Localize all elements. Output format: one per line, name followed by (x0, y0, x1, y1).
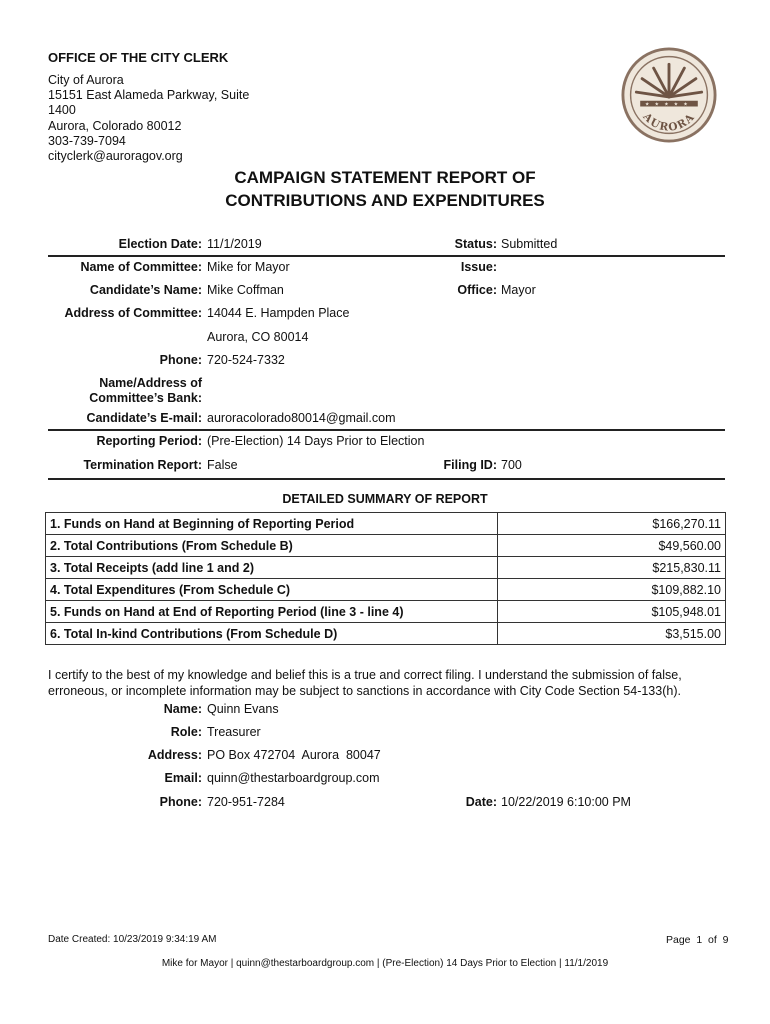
table-row (46, 513, 726, 535)
candidate-name-label: Candidate’s Name: (89, 283, 202, 297)
summary-table (45, 512, 726, 645)
svg-text:★: ★ (654, 102, 659, 108)
table-row (46, 623, 726, 645)
date-created: Date Created: 10/23/2019 9:34:19 AM (48, 934, 217, 945)
signature-date-label: Date: (465, 795, 497, 809)
svg-text:★: ★ (673, 102, 679, 108)
divider (48, 255, 725, 257)
termination-report-label: Termination Report: (83, 458, 202, 472)
signer-role-label: Role: (170, 725, 202, 739)
signer-phone-value: 720-951-7284 (207, 795, 285, 809)
summary-amount: $49,560.00 (498, 535, 726, 557)
summary-amount: $166,270.11 (498, 513, 726, 535)
page-number: Page 1 of 9 (666, 934, 729, 946)
signer-name-label: Name: (163, 702, 202, 716)
reporting-period-value: (Pre-Election) 14 Days Prior to Election (207, 434, 425, 448)
certification-text: I certify to the best of my knowledge and belief this is a true and correct filing. I understand the submission of false, erroneous, or incomplete information may be subject to sanctions in accordance with City Code Section 54-133(h). (48, 668, 682, 698)
termination-report-value: False (207, 458, 238, 472)
address-line: 1400 (48, 103, 76, 118)
candidate-name-value: Mike Coffman (207, 283, 284, 297)
svg-text:★: ★ (645, 102, 650, 108)
committee-address-label: Address of Committee: (64, 306, 202, 320)
summary-desc: 2. Total Contributions (From Schedule B) (46, 535, 498, 557)
signer-name-value: Quinn Evans (207, 702, 279, 716)
title-line: CONTRIBUTIONS AND EXPENDITURES (225, 191, 545, 210)
summary-amount: $109,882.10 (498, 579, 726, 601)
bank-label-line: Name/Address of (99, 376, 202, 390)
summary-desc: 1. Funds on Hand at Beginning of Reporting Period (46, 513, 498, 535)
signer-role-value: Treasurer (207, 725, 261, 739)
svg-text:★: ★ (664, 102, 669, 108)
footer-summary: Mike for Mayor | quinn@thestarboardgroup.com | (Pre-Election) 14 Days Prior to Election | 11/1/2019 (161, 958, 609, 969)
committee-name-label: Name of Committee: (80, 260, 202, 274)
filing-id-value: 700 (501, 458, 522, 472)
signer-email-value: quinn@thestarboardgroup.com (207, 771, 380, 785)
summary-desc: 5. Funds on Hand at End of Reporting Period (line 3 - line 4) (46, 601, 498, 623)
summary-amount: $105,948.01 (498, 601, 726, 623)
city-seal-logo (621, 47, 717, 143)
status-label: Status: (454, 237, 497, 251)
table-row (46, 601, 726, 623)
summary-amount: $3,515.00 (498, 623, 726, 645)
summary-desc: 3. Total Receipts (add line 1 and 2) (46, 557, 498, 579)
signer-email-label: Email: (164, 771, 202, 785)
candidate-email-label: Candidate’s E-mail: (86, 411, 202, 425)
summary-desc: 4. Total Expenditures (From Schedule C) (46, 579, 498, 601)
filing-id-label: Filing ID: (443, 458, 497, 472)
table-row (46, 579, 726, 601)
election-date-label: Election Date: (118, 237, 202, 251)
clerk-address (48, 73, 249, 164)
summary-title: DETAILED SUMMARY OF REPORT (282, 492, 488, 506)
bank-label (48, 376, 202, 406)
issue-label: Issue: (460, 260, 497, 274)
phone-label: Phone: (159, 353, 202, 367)
candidate-email-value: auroracolorado80014@gmail.com (207, 411, 396, 425)
office-value: Mayor (501, 283, 536, 297)
committee-address-line1: 14044 E. Hampden Place (207, 306, 350, 320)
committee-name-value: Mike for Mayor (207, 260, 290, 274)
svg-text:★: ★ (683, 102, 688, 108)
phone-value: 720-524-7332 (207, 353, 285, 367)
election-date-value: 11/1/2019 (207, 237, 262, 251)
title-line: CAMPAIGN STATEMENT REPORT OF (234, 168, 536, 187)
status-value: Submitted (501, 237, 558, 251)
office-label: Office: (457, 283, 497, 297)
table-row (46, 535, 726, 557)
reporting-period-label: Reporting Period: (96, 434, 202, 448)
address-line: 15151 East Alameda Parkway, Suite (48, 88, 250, 103)
signature-date-value: 10/22/2019 6:10:00 PM (501, 795, 631, 809)
seal-text: AURORA (640, 110, 698, 134)
divider (48, 478, 725, 480)
committee-address-line2: Aurora, CO 80014 (207, 330, 309, 344)
office-heading: OFFICE OF THE CITY CLERK (48, 50, 229, 65)
page-title (0, 166, 770, 212)
summary-amount: $215,830.11 (498, 557, 726, 579)
table-row (46, 557, 726, 579)
address-line: cityclerk@auroragov.org (48, 149, 183, 164)
divider (48, 429, 725, 431)
address-line: City of Aurora (48, 73, 124, 87)
address-line: Aurora, Colorado 80012 (48, 118, 182, 133)
bank-label-line: Committee’s Bank: (89, 391, 202, 405)
signer-address-label: Address: (147, 748, 202, 762)
summary-desc: 6. Total In-kind Contributions (From Schedule D) (46, 623, 498, 645)
signer-address-value: PO Box 472704 Aurora 80047 (207, 748, 381, 762)
address-line: 303-739-7094 (48, 133, 126, 148)
signer-phone-label: Phone: (159, 795, 202, 809)
